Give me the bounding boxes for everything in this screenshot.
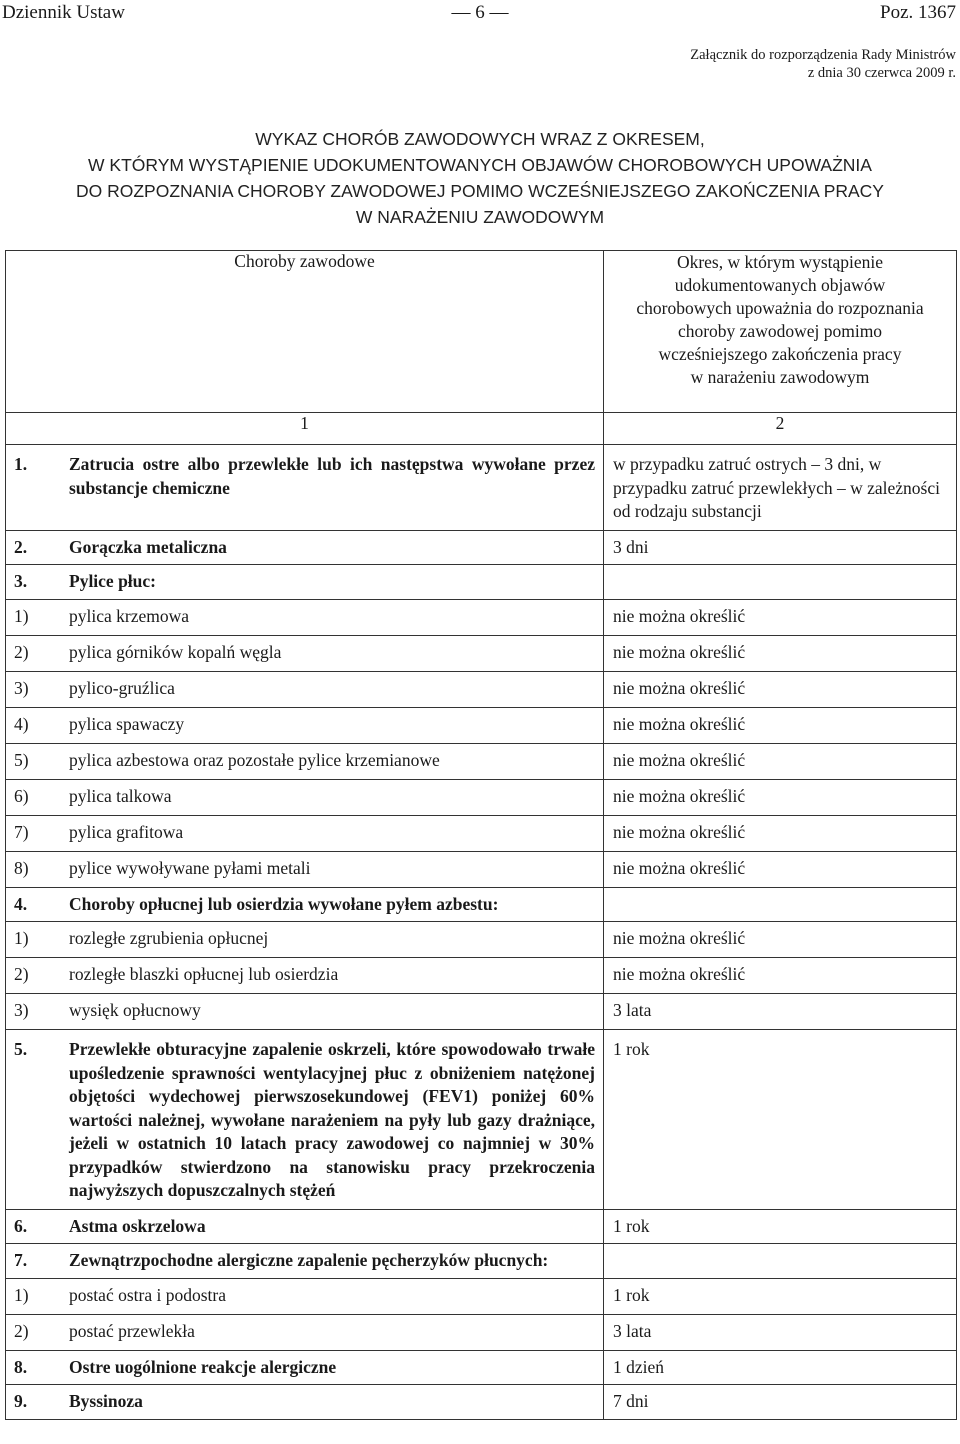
disease-name: postać przewlekła: [69, 1320, 195, 1341]
table-row: [6, 779, 957, 815]
period-value: nie można określić: [613, 785, 746, 806]
period-value: 3 lata: [613, 1000, 652, 1020]
period-cell: [604, 887, 957, 922]
period-value: 1 rok: [613, 1215, 650, 1236]
disease-cell: [6, 779, 604, 815]
table-row: [6, 1278, 957, 1314]
table-row: [6, 1244, 957, 1279]
disease-cell: [6, 743, 604, 779]
period-value: w przypadku zatruć ostrych – 3 dni, w przypadku zatruć przewlekłych – w zależności od rodzaju substancji: [613, 454, 940, 521]
document-title: [0, 126, 960, 230]
disease-name: Przewlekłe obturacyjne zapalenie oskrzeli, które spowodowało trwałe upośledzenie sprawności wentylacyjnej płuc z obniżeniem natężonej objętości wydechowej pierwszosekundowej (FEV1) poniżej 60% wartości należnej, wywołane narażeniem na pyły lub gazy drażniące, jeżeli w ostatnich 10 latach pracy zawodowej co najmniej w 30% przypadków stwierdzono na stanowisku pracy przekroczenia najwyższych dopuszczalnych stężeń: [69, 1039, 595, 1200]
period-cell: [604, 851, 957, 887]
annex-line-1: Załącznik do rozporządzenia Rady Ministrów: [690, 47, 956, 63]
disease-name: Zatrucia ostre albo przewlekłe lub ich następstwa wywołane przez substancje chemiczne: [69, 454, 595, 498]
period-value: [604, 1244, 956, 1254]
disease-cell: [6, 1244, 604, 1279]
disease-cell: [6, 922, 604, 958]
disease-cell: [6, 1350, 604, 1385]
table-row: [6, 1350, 957, 1385]
disease-cell: [6, 994, 604, 1030]
row-number: 4): [14, 713, 29, 734]
table-row: [6, 530, 957, 565]
occupational-diseases-table: [5, 250, 957, 1420]
disease-cell: [6, 815, 604, 851]
disease-name: pylico-gruźlica: [69, 677, 175, 698]
row-number: 2.: [14, 536, 28, 557]
annex-note: [690, 46, 956, 82]
row-number: 1.: [14, 454, 28, 474]
title-line-3: DO ROZPOZNANIA CHOROBY ZAWODOWEJ POMIMO WCZEŚNIEJSZEGO ZAKOŃCZENIA PRACY: [76, 181, 884, 201]
disease-cell: [6, 530, 604, 565]
period-header-line: wcześniejszego zakończenia pracy: [658, 344, 902, 364]
disease-name: Pylice płuc:: [69, 571, 156, 591]
disease-name: Gorączka metaliczna: [69, 536, 227, 557]
period-cell: [604, 707, 957, 743]
column-number-row: [6, 413, 957, 445]
column-header-diseases: [6, 251, 604, 413]
disease-name: Ostre uogólnione reakcje alergiczne: [69, 1356, 337, 1377]
disease-cell: [6, 958, 604, 994]
disease-cell: [6, 635, 604, 671]
row-number: 8.: [14, 1356, 28, 1377]
period-cell: [604, 565, 957, 600]
title-line-2: W KTÓRYM WYSTĄPIENIE UDOKUMENTOWANYCH OBJAWÓW CHOROBOWYCH UPOWAŻNIA: [88, 155, 872, 175]
disease-name: pylica talkowa: [69, 785, 172, 806]
period-cell: [604, 1278, 957, 1314]
row-number: 5): [14, 749, 29, 770]
disease-cell: [6, 599, 604, 635]
disease-name: pylica górników kopalń węgla: [69, 641, 282, 662]
position-number: Poz. 1367: [880, 2, 956, 23]
period-cell: [604, 445, 957, 531]
title-line-1: WYKAZ CHORÓB ZAWODOWYCH WRAZ Z OKRESEM,: [255, 129, 705, 149]
row-number: 4.: [14, 893, 28, 914]
table-row: [6, 599, 957, 635]
disease-cell: [6, 1314, 604, 1350]
disease-cell: [6, 1278, 604, 1314]
row-number: 6): [14, 785, 29, 806]
row-number: 3): [14, 1000, 29, 1020]
period-cell: [604, 922, 957, 958]
period-value: 1 rok: [613, 1284, 650, 1305]
period-cell: [604, 958, 957, 994]
period-value: nie można określić: [613, 605, 746, 626]
table-header-row: [6, 251, 957, 413]
disease-name: pylice wywoływane pyłami metali: [69, 857, 311, 878]
disease-name: postać ostra i podostra: [69, 1284, 226, 1305]
journal-name: Dziennik Ustaw: [2, 2, 125, 23]
table-row: [6, 1209, 957, 1244]
table-row: [6, 887, 957, 922]
row-number: 3.: [14, 571, 28, 591]
column-header-diseases-label: Choroby zawodowe: [234, 251, 375, 271]
period-value: 3 lata: [613, 1320, 652, 1341]
period-header-line: Okres, w którym wystąpienie: [676, 252, 884, 272]
disease-name: rozległe zgrubienia opłucnej: [69, 928, 269, 948]
page-header: [0, 2, 960, 24]
table-row: [6, 707, 957, 743]
period-header-line: chorobowych upoważnia do rozpoznania: [636, 298, 924, 318]
row-number: 8): [14, 857, 29, 878]
disease-name: pylica krzemowa: [69, 605, 190, 626]
period-cell: [604, 530, 957, 565]
period-header-line: udokumentowanych objawów: [674, 275, 886, 295]
period-value: 1 dzień: [613, 1356, 665, 1377]
table-row: [6, 635, 957, 671]
row-number: 1): [14, 928, 29, 948]
row-number: 1): [14, 1284, 29, 1305]
disease-cell: [6, 671, 604, 707]
disease-cell: [6, 1030, 604, 1210]
period-header-line: choroby zawodowej pomimo: [677, 321, 883, 341]
table-row: [6, 922, 957, 958]
period-cell: [604, 599, 957, 635]
table-row: [6, 743, 957, 779]
row-number: 2): [14, 964, 29, 984]
period-cell: [604, 994, 957, 1030]
table-row: [6, 994, 957, 1030]
column-number-2: 2: [604, 413, 957, 445]
row-number: 9.: [14, 1391, 28, 1411]
disease-name: Zewnątrzpochodne alergiczne zapalenie pęcherzyków płucnych:: [69, 1250, 549, 1270]
period-value: nie można określić: [613, 964, 746, 984]
table-row: [6, 671, 957, 707]
disease-name: pylica spawaczy: [69, 713, 185, 734]
period-value: nie można określić: [613, 821, 746, 842]
period-value: nie można określić: [613, 677, 746, 698]
period-value: nie można określić: [613, 713, 746, 734]
title-line-4: W NARAŻENIU ZAWODOWYM: [355, 207, 605, 227]
period-cell: [604, 1244, 957, 1279]
disease-name: pylica azbestowa oraz pozostałe pylice krzemianowe: [69, 749, 440, 770]
period-cell: [604, 1350, 957, 1385]
disease-cell: [6, 445, 604, 531]
table-body: [6, 445, 957, 1420]
period-value: 1 rok: [613, 1039, 650, 1059]
row-number: 1): [14, 605, 29, 626]
table-row: [6, 565, 957, 600]
period-cell: [604, 815, 957, 851]
disease-cell: [6, 887, 604, 922]
column-number-1: 1: [6, 413, 604, 445]
row-number: 7.: [14, 1250, 28, 1270]
row-number: 6.: [14, 1215, 28, 1236]
annex-line-2: z dnia 30 czerwca 2009 r.: [807, 65, 956, 81]
row-number: 2): [14, 641, 29, 662]
disease-cell: [6, 851, 604, 887]
table-row: [6, 851, 957, 887]
period-cell: [604, 1209, 957, 1244]
page-number: — 6 —: [451, 2, 509, 23]
period-cell: [604, 743, 957, 779]
period-cell: [604, 1030, 957, 1210]
period-value: 3 dni: [613, 536, 649, 557]
table-row: [6, 815, 957, 851]
period-value: nie można określić: [613, 928, 746, 948]
table-row: [6, 1030, 957, 1210]
disease-cell: [6, 1385, 604, 1420]
row-number: 7): [14, 821, 29, 842]
period-value: 7 dni: [613, 1391, 649, 1411]
period-cell: [604, 671, 957, 707]
period-cell: [604, 779, 957, 815]
period-cell: [604, 635, 957, 671]
period-header-line: w narażeniu zawodowym: [690, 367, 870, 387]
period-value: [604, 888, 956, 898]
disease-cell: [6, 1209, 604, 1244]
period-value: nie można określić: [613, 857, 746, 878]
row-number: 5.: [14, 1039, 28, 1059]
row-number: 2): [14, 1320, 29, 1341]
period-cell: [604, 1385, 957, 1420]
disease-name: Choroby opłucnej lub osierdzia wywołane pyłem azbestu:: [69, 893, 499, 914]
row-number: 3): [14, 677, 29, 698]
table-row: [6, 958, 957, 994]
table-row: [6, 445, 957, 531]
period-value: nie można określić: [613, 641, 746, 662]
table-row: [6, 1314, 957, 1350]
column-header-period: [604, 251, 957, 413]
disease-cell: [6, 707, 604, 743]
table-row: [6, 1385, 957, 1420]
period-value: [604, 565, 956, 575]
disease-name: rozległe blaszki opłucnej lub osierdzia: [69, 964, 339, 984]
disease-name: wysięk opłucnowy: [69, 1000, 201, 1020]
disease-cell: [6, 565, 604, 600]
disease-name: pylica grafitowa: [69, 821, 184, 842]
disease-name: Astma oskrzelowa: [69, 1215, 206, 1236]
disease-name: Byssinoza: [69, 1391, 143, 1411]
period-value: nie można określić: [613, 749, 746, 770]
period-cell: [604, 1314, 957, 1350]
